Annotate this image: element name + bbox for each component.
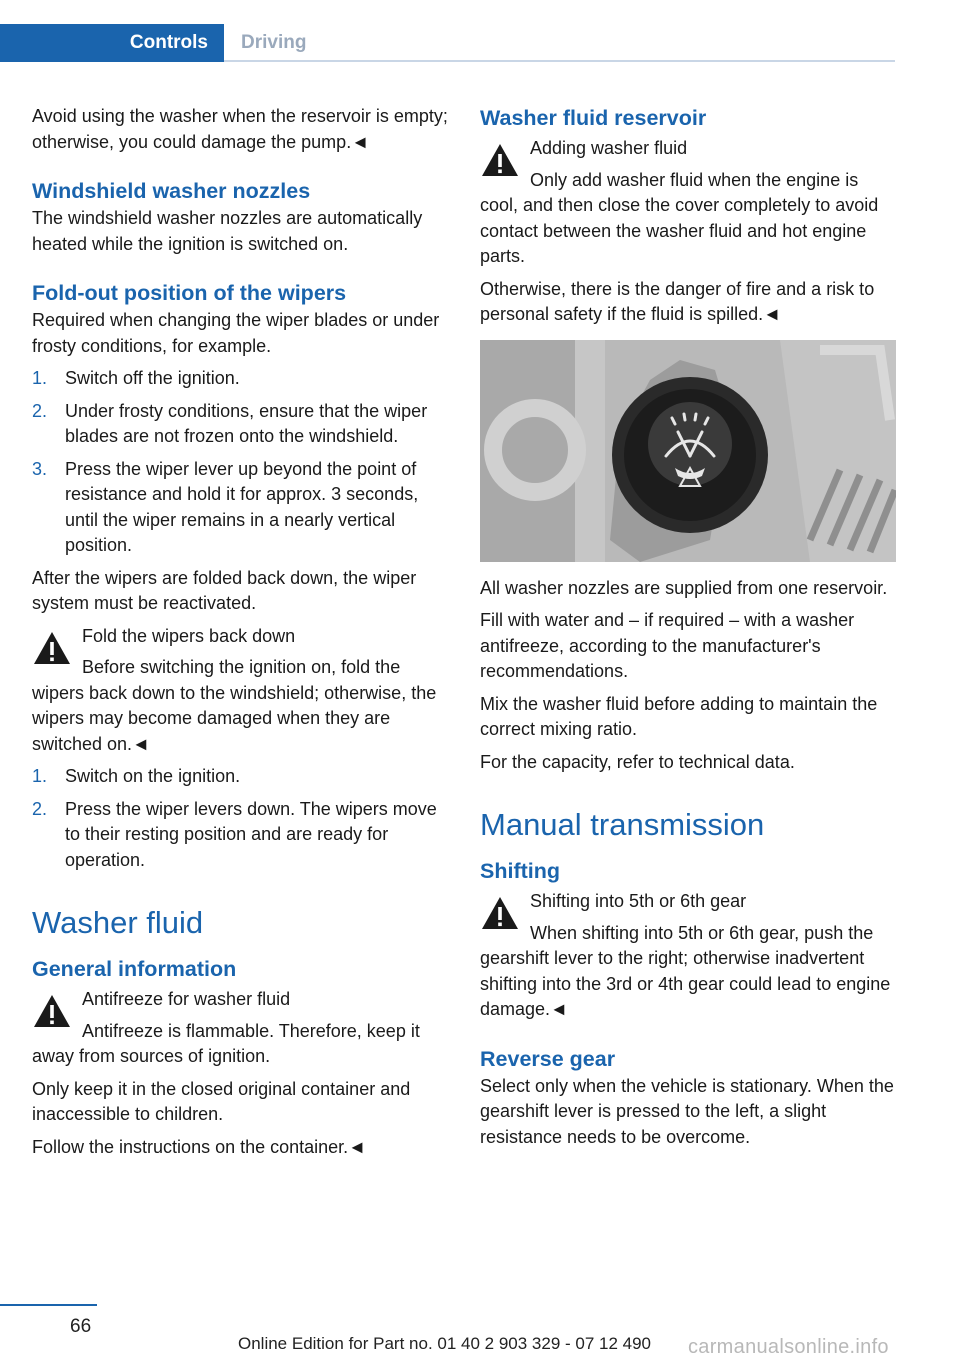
warning-title: Fold the wipers back down xyxy=(82,625,296,646)
list-item xyxy=(32,764,450,790)
list-item xyxy=(32,457,450,559)
capacity-text: For the capacity, refer to technical data. xyxy=(480,751,795,772)
list-item xyxy=(32,797,450,874)
foldout-text: Required when changing the wiper blades or under frosty conditions, for example. xyxy=(32,310,440,356)
warning-body: When shifting into 5th or 6th gear, push the gearshift lever to the right; otherwise inadvertent shifting into the 3rd or 4th gear could lead to engine damage.◄ xyxy=(480,922,891,1019)
warning-body: Only add washer fluid when the engine is cool, and then close the cover completely to avoid contact between the washer fluid and hot engine parts. xyxy=(480,169,879,266)
footer-divider xyxy=(0,1304,97,1306)
warning-body: Antifreeze is flammable. Therefore, keep it away from sources of ignition. xyxy=(32,1020,420,1066)
step-number: 2. xyxy=(32,798,48,819)
step-text: Switch on the ignition. xyxy=(65,766,241,786)
right-column xyxy=(480,104,898,1157)
step-text: Press the wiper lever up beyond the point of resistance and hold it for approx. 3 seconds, until the wiper remains in a nearly vertical position. xyxy=(65,458,419,555)
reservoir-heading: Washer fluid reservoir xyxy=(480,106,707,130)
left-column xyxy=(32,104,450,1167)
warning-title: Antifreeze for washer fluid xyxy=(82,989,291,1009)
follow-text: Follow the instructions on the container.◄ xyxy=(32,1136,366,1157)
fold-back-steps xyxy=(32,764,450,873)
step-text: Press the wiper levers down. The wipers move to their resting position and are ready for operation. xyxy=(65,798,437,870)
keep-text: Only keep it in the closed original container and inaccessible to children. xyxy=(32,1078,411,1124)
list-item xyxy=(32,366,450,392)
warning-title: Adding washer fluid xyxy=(530,138,688,158)
list-item xyxy=(32,399,450,450)
page-header xyxy=(0,0,895,62)
otherwise-text: Otherwise, there is the danger of fire and a risk to personal safety if the fluid is spilled.◄ xyxy=(480,278,875,324)
step-text: Under frosty conditions, ensure that the wiper blades are not frozen onto the windshield. xyxy=(65,400,428,446)
warning-triangle-icon xyxy=(480,142,520,178)
general-info-heading: General information xyxy=(32,957,237,981)
supplied-text: All washer nozzles are supplied from one reservoir. xyxy=(480,577,888,598)
warning-triangle-icon xyxy=(32,993,72,1029)
tab-driving[interactable]: Driving xyxy=(241,32,307,53)
warning-fold-back xyxy=(32,624,450,758)
warning-shifting xyxy=(480,889,898,1023)
edition-text: Online Edition for Part no. 01 40 2 903 329 - 07 12 490 xyxy=(238,1334,652,1353)
shifting-heading: Shifting xyxy=(480,859,561,883)
tab-controls[interactable]: Controls xyxy=(0,24,224,62)
step-number: 2. xyxy=(32,400,48,421)
fill-text: Fill with water and – if required – with a washer antifreeze, according to the manufacturer's recommendations. xyxy=(480,610,855,681)
warning-antifreeze xyxy=(32,987,450,1070)
reverse-gear-heading: Reverse gear xyxy=(480,1046,616,1071)
nozzles-text: The windshield washer nozzles are automatically heated while the ignition is switched on. xyxy=(32,208,423,254)
after-text: After the wipers are folded back down, the wiper system must be reactivated. xyxy=(32,567,417,613)
warning-triangle-icon xyxy=(480,895,520,931)
step-text: Switch off the ignition. xyxy=(65,368,240,388)
nozzles-heading: Windshield washer nozzles xyxy=(32,179,311,203)
foldout-heading: Fold-out position of the wipers xyxy=(32,281,347,305)
intro-text: Avoid using the washer when the reservoir is empty; otherwise, you could damage the pump.◄ xyxy=(32,106,448,152)
foldout-steps xyxy=(32,366,450,559)
warning-adding-fluid xyxy=(480,136,898,270)
page-number: 66 xyxy=(70,1316,92,1337)
washer-reservoir-cap-image xyxy=(480,340,896,562)
mix-text: Mix the washer fluid before adding to maintain the correct mixing ratio. xyxy=(480,693,878,739)
step-number: 1. xyxy=(32,368,48,388)
warning-body: Before switching the ignition on, fold the wipers back down to the windshield; otherwise, the wipers may become damaged when they are switched on.◄ xyxy=(32,657,437,754)
header-divider xyxy=(224,60,895,62)
manual-transmission-heading: Manual transmission xyxy=(480,807,765,842)
reverse-text: Select only when the vehicle is stationary. When the gearshift lever is pressed to the left, a slight resistance needs to be overcome. xyxy=(480,1075,894,1147)
warning-title: Shifting into 5th or 6th gear xyxy=(530,891,747,911)
step-number: 1. xyxy=(32,766,48,786)
step-number: 3. xyxy=(32,458,48,479)
washer-fluid-heading: Washer fluid xyxy=(32,905,204,940)
watermark: carmanualsonline.info xyxy=(688,1336,889,1358)
warning-triangle-icon xyxy=(32,630,72,666)
